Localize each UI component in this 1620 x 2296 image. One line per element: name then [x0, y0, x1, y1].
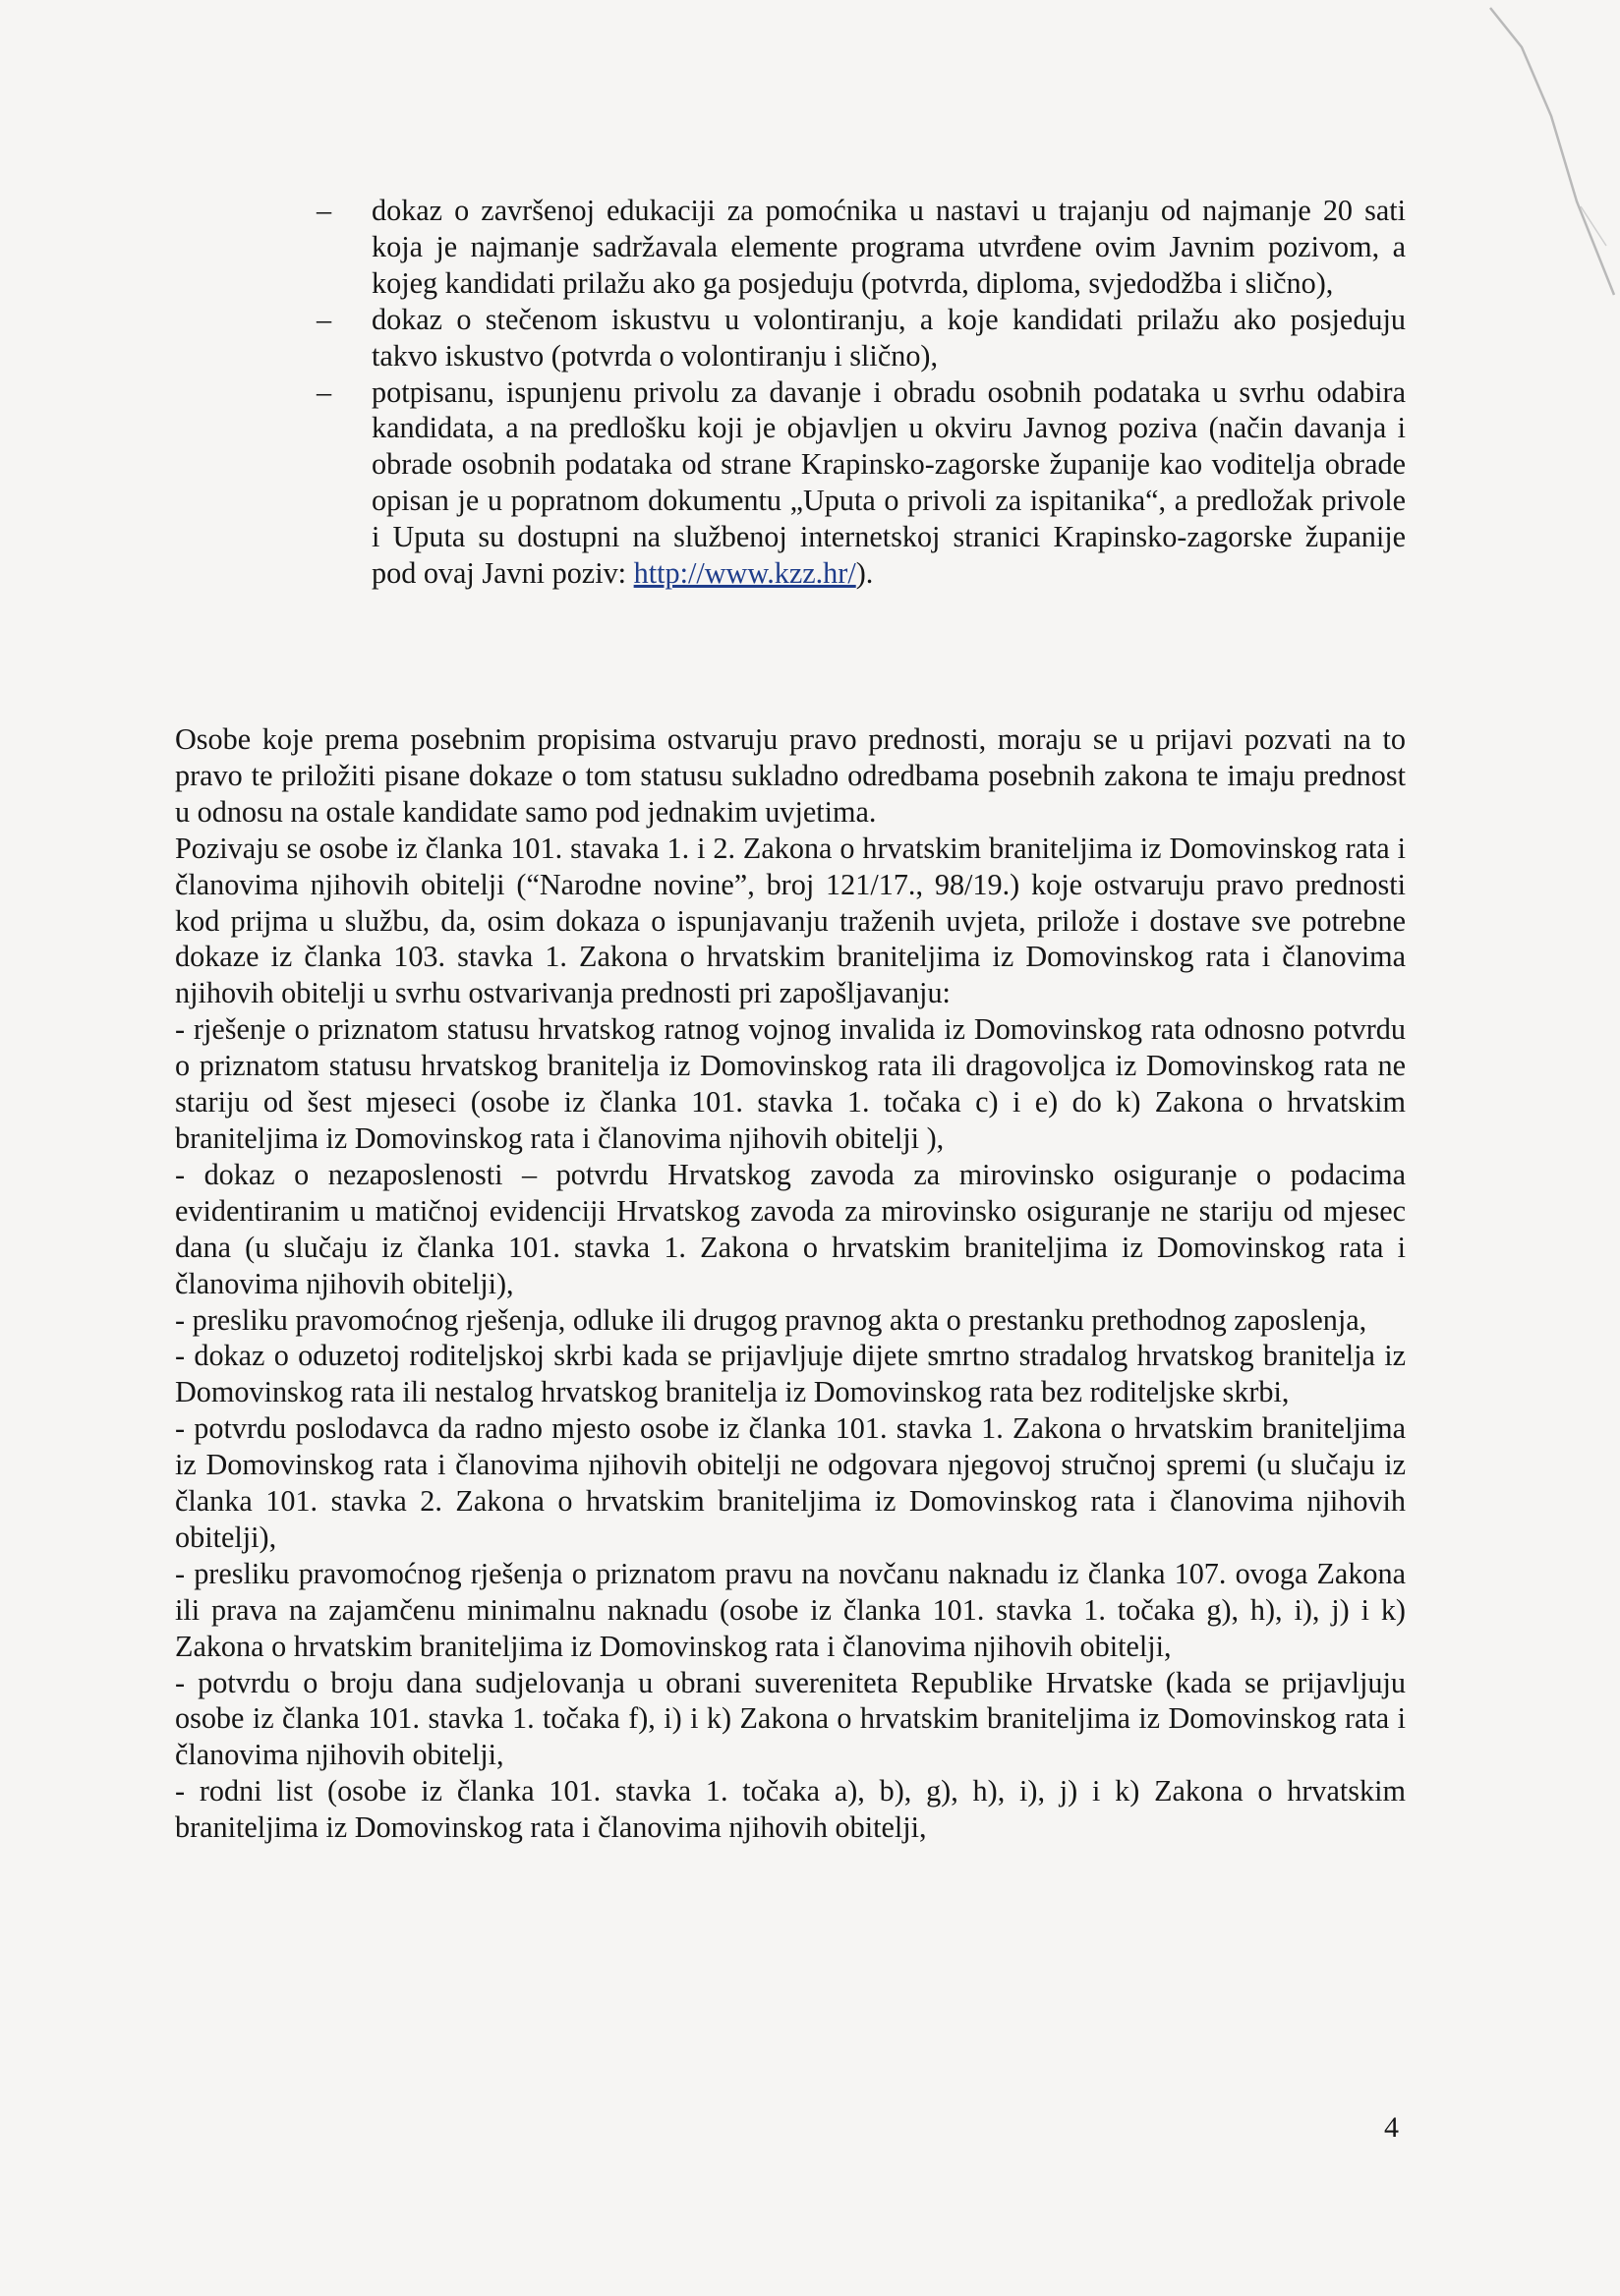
list-item-text: dokaz o završenoj edukaciji za pomoćnika u nastavi u trajanju od najmanje 20 sati koja je najmanje sadržavala elemente programa utvrđene ovim Javnim pozivom, a kojeg kandidati prilažu ako ga posjeduju (potvrda, diploma, svjedodžba i slično), [372, 194, 1406, 300]
kzz-website-link[interactable]: http://www.kzz.hr/ [633, 556, 856, 591]
list-item-text: dokaz o stečenom iskustvu u volontiranju, a koje kandidati prilažu ako posjeduju takvo iskustvo (potvrda o volontiranju i slično), [372, 302, 1406, 373]
list-item [317, 302, 1406, 374]
list-item [317, 193, 1406, 302]
paragraph: - presliku pravomoćnog rješenja o priznatom pravu na novčanu naknadu iz članka 107. ovoga Zakona ili prava na zajamčenu minimalnu naknadu (osobe iz članka 101. stavka 1. točaka g), h), i), j) i k) Zakona o hrvatskim braniteljima iz Domovinskog rata i članovima njihovih obitelji, [175, 1556, 1406, 1663]
paragraph: Pozivaju se osobe iz članka 101. stavaka 1. i 2. Zakona o hrvatskim braniteljima iz Domovinskog rata i članovima njihovih obitelji (“Narodne novine”, broj 121/17., 98/19.) koje ostvaruju pravo prednosti kod prijma u službu, da, osim dokaza o ispunjavanju traženih uvjeta, prilože i dostave sve potrebne dokaze iz članka 103. stavka 1. Zakona o hrvatskim braniteljima iz Domovinskog rata i članovima njihovih obitelji u svrhu ostvarivanja prednosti pri zapošljavanju: [175, 831, 1406, 1010]
paragraph: Osobe koje prema posebnim propisima ostvaruju pravo prednosti, moraju se u prijavi pozvati na to pravo te priložiti pisane dokaze o tom statusu sukladno odredbama posebnih zakona te imaju prednost u odnosu na ostale kandidate samo pod jednakim uvjetima. [175, 722, 1406, 829]
list-dash: – [317, 194, 332, 227]
list-item-tail: ). [855, 556, 874, 591]
list-item [317, 374, 1406, 592]
paragraph: - presliku pravomoćnog rješenja, odluke ili drugog pravnog akta o prestanku prethodnog zaposlenja, [175, 1302, 1367, 1337]
scan-edge-mark [1404, 0, 1620, 315]
page-number: 4 [1384, 2111, 1399, 2144]
paragraph: - dokaz o nezaposlenosti – potvrdu Hrvatskog zavoda za mirovinsko osiguranje o podacima evidentiranim u matičnoj evidenciji Hrvatskog zavoda za mirovinsko osiguranje ne stariju od mjesec dana (u slučaju iz članka 101. stavka 1. Zakona o hrvatskim braniteljima iz Domovinskog rata i članovima njihovih obitelji), [175, 1157, 1406, 1300]
paragraph: - dokaz o oduzetoj roditeljskoj skrbi kada se prijavljuje dijete smrtno stradalog hrvatskog branitelja iz Domovinskog rata ili nestalog hrvatskog branitelja iz Domovinskog rata bez roditeljske skrbi, [175, 1339, 1406, 1409]
paragraph: - potvrdu o broju dana sudjelovanja u obrani suvereniteta Republike Hrvatske (kada se prijavljuju osobe iz članka 101. stavka 1. točaka f), i) i k) Zakona o hrvatskim braniteljima iz Domovinskog rata i članovima njihovih obitelji, [175, 1665, 1406, 1772]
list-dash: – [317, 302, 332, 336]
paragraph: - rješenje o priznatom statusu hrvatskog ratnog vojnog invalida iz Domovinskog rata odnosno potvrdu o priznatom statusu hrvatskog branitelja iz Domovinskog rata ili dragovoljca iz Domovinskog rata ne stariju od šest mjeseci (osobe iz članka 101. stavka 1. točaka c) i e) do k) Zakona o hrvatskim braniteljima iz Domovinskog rata i članovima njihovih obitelji ), [175, 1012, 1406, 1155]
requirements-list [317, 193, 1406, 592]
paragraph: - potvrdu poslodavca da radno mjesto osobe iz članka 101. stavka 1. Zakona o hrvatskim braniteljima iz Domovinskog rata i članovima njihovih obitelji ne odgovara njegovoj stručnoj spremi (u slučaju iz članka 101. stavka 2. Zakona o hrvatskim braniteljima iz Domovinskog rata i članovima njihovih obitelji), [175, 1411, 1406, 1554]
paragraph: - rodni list (osobe iz članka 101. stavka 1. točaka a), b), g), h), i), j) i k) Zakona o hrvatskim braniteljima iz Domovinskog rata i članovima njihovih obitelji, [175, 1774, 1406, 1845]
list-item-text: potpisanu, ispunjenu privolu za davanje i obradu osobnih podataka u svrhu odabira kandidata, a na predlošku koji je objavljen u okviru Javnog poziva (način davanja i obrade osobnih podataka od strane Krapinsko-zagorske županije kao voditelja obrade opisan je u popratnom dokumentu „Uputa o privoli za ispitanika“, a predložak privole i Uputa su dostupni na službenoj internetskoj stranici Krapinsko-zagorske županije pod ovaj Javni poziv: [372, 374, 1406, 591]
document-body [175, 721, 1406, 1846]
list-dash: – [317, 374, 332, 409]
